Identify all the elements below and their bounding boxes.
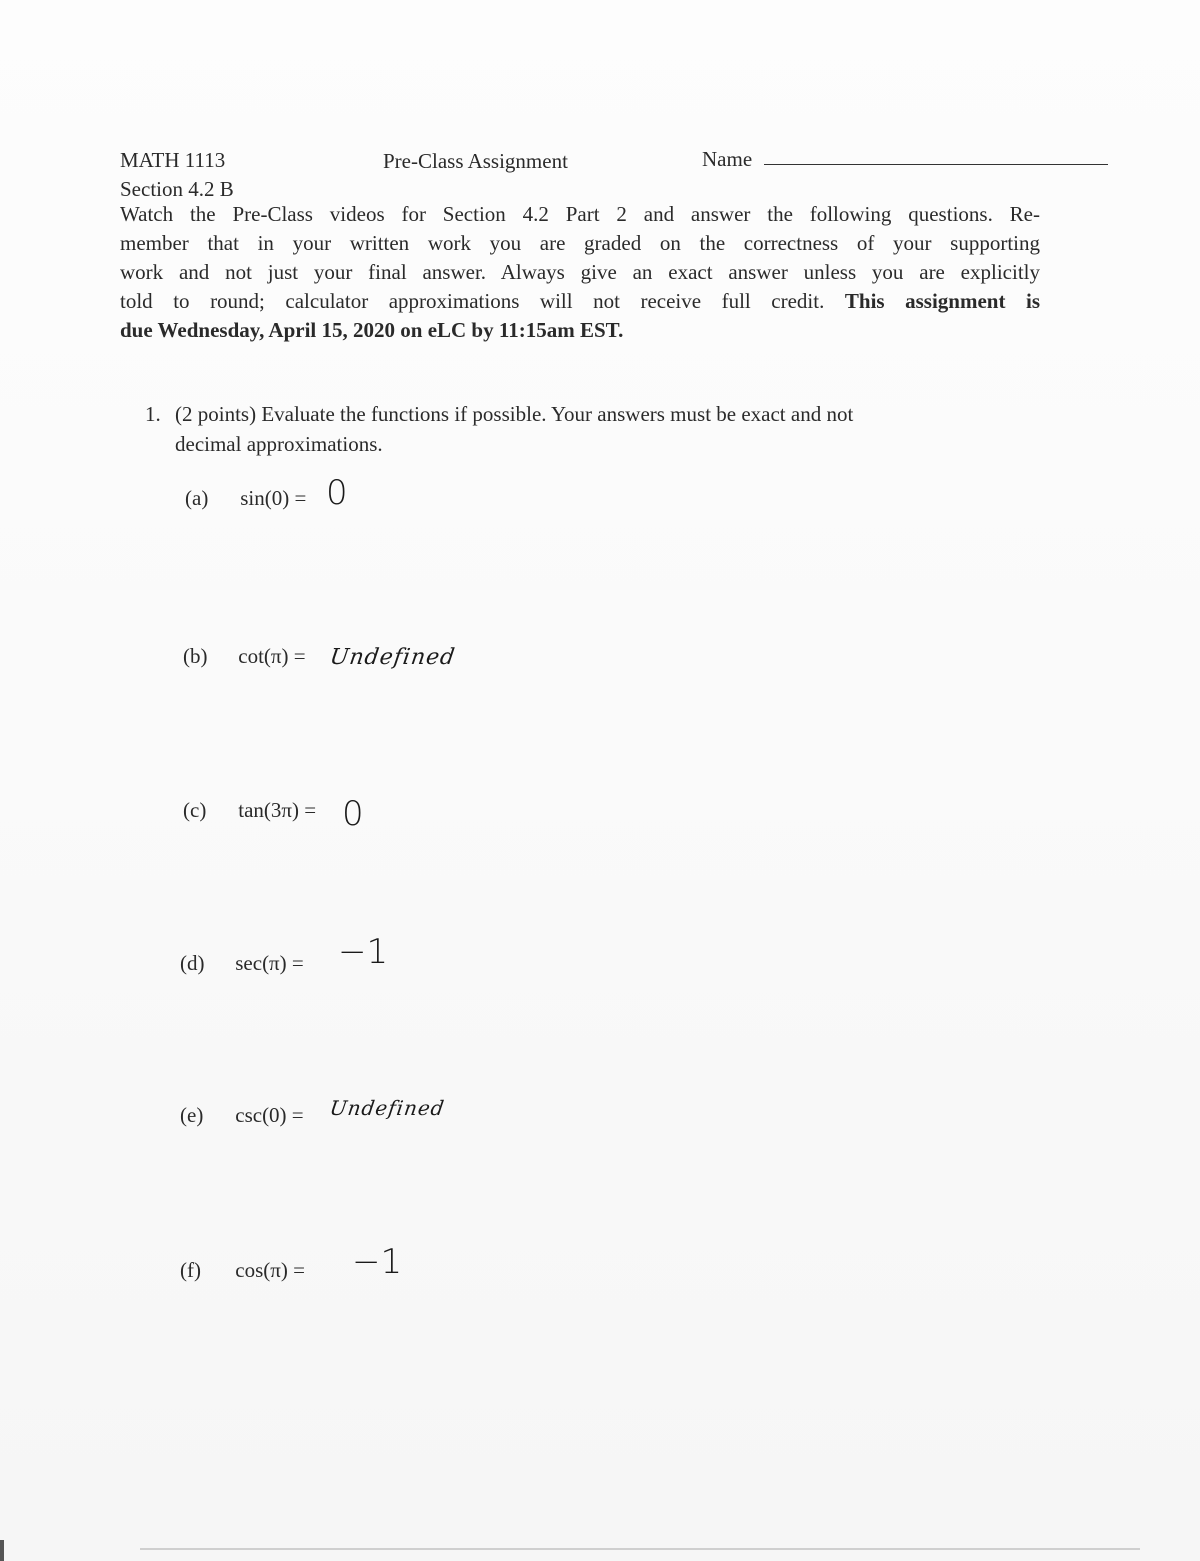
part-c-expression: tan(3π) =	[238, 798, 317, 822]
part-d	[180, 951, 304, 976]
part-d-answer: −1	[338, 932, 389, 972]
part-a-answer: 0	[326, 473, 348, 513]
part-f	[180, 1258, 305, 1283]
question-1-number: 1.	[145, 402, 161, 426]
section-label: Section 4.2 B	[120, 177, 234, 201]
instructions-paragraph	[120, 200, 1040, 345]
part-d-label: (d)	[180, 951, 205, 975]
part-e-label: (e)	[180, 1103, 204, 1127]
instructions-line-1: Watch the Pre-Class videos for Section 4.2 Part 2 and answer the following questions. Re-	[120, 202, 1040, 226]
part-b-label: (b)	[183, 644, 208, 668]
instructions-line-4	[120, 287, 1040, 316]
part-c-label: (c)	[183, 798, 207, 822]
part-c	[183, 798, 316, 823]
part-e-answer: Undefined	[328, 1096, 447, 1120]
instructions-line-3: work and not just your final answer. Always give an exact answer unless you are explicitly	[120, 260, 1040, 284]
question-1	[145, 399, 1045, 459]
question-1-line-2: decimal approximations.	[175, 432, 383, 456]
part-c-answer: 0	[342, 794, 364, 834]
instructions-line-2: member that in your written work you are graded on the correctness of your supporting	[120, 231, 1040, 255]
course-number: MATH 1113	[120, 148, 226, 172]
part-b-answer: Undefined	[328, 645, 458, 670]
part-f-answer: −1	[352, 1242, 403, 1282]
part-a-label: (a)	[185, 486, 209, 510]
part-e-expression: csc(0) =	[235, 1103, 304, 1127]
part-b-expression: cot(π) =	[238, 644, 306, 668]
part-a-expression: sin(0) =	[240, 486, 307, 510]
part-d-expression: sec(π) =	[235, 951, 304, 975]
name-label: Name	[702, 147, 753, 171]
part-a	[185, 486, 306, 511]
part-f-label: (f)	[180, 1258, 201, 1282]
name-blank-line	[764, 164, 1108, 165]
question-1-line-1: (2 points) Evaluate the functions if possible. Your answers must be exact and not	[175, 402, 854, 426]
instructions-line-4-normal: told to round; calculator approximations will not receive full credit.	[120, 289, 825, 313]
page-edge-mark	[0, 1540, 4, 1561]
instructions-line-4-bold: This assignment is	[844, 289, 1040, 313]
page-bottom-edge	[140, 1548, 1140, 1550]
part-e	[180, 1103, 304, 1128]
instructions-due-date: due Wednesday, April 15, 2020 on eLC by 11:15am EST.	[120, 318, 624, 342]
part-f-expression: cos(π) =	[235, 1258, 305, 1282]
assignment-title: Pre-Class Assignment	[383, 149, 568, 173]
part-b	[183, 644, 306, 669]
